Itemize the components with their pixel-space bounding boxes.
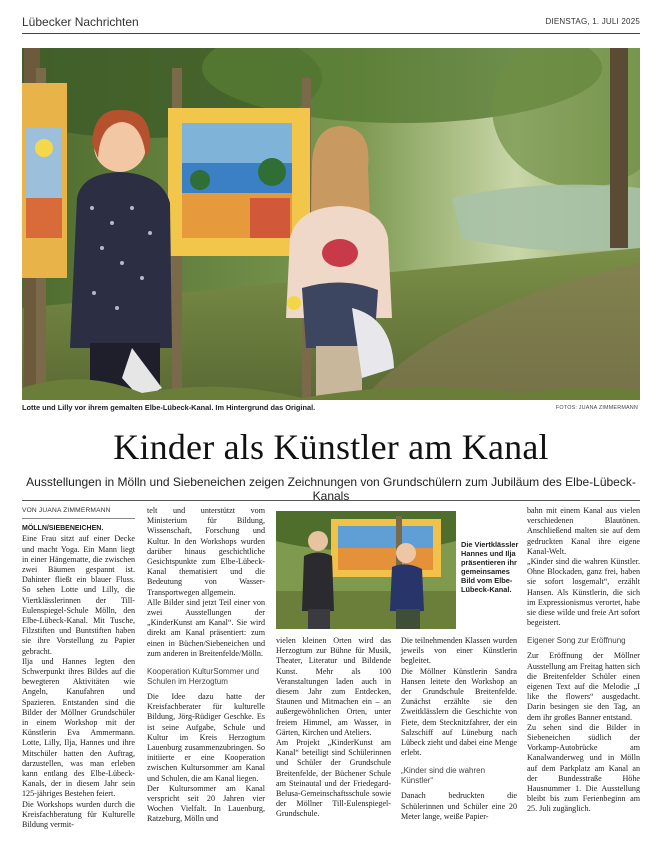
article-column-1: [22, 506, 135, 830]
paragraph: Alle Bilder sind jetzt Teil einer von zwei Ausstellungen der „KinderKunst am Kanal“. Sie wird direkt am Kanal präsentiert: zum einen in Büchen/Siebeneichen und zum anderen in Breitenfelde/Mölln.: [147, 597, 265, 658]
paragraph: Der Kultursommer am Kanal verspricht seit 20 Jahren vier Wochen Vielfalt. In Lauenburg, Ratzeburg, Mölln und: [147, 783, 265, 824]
hero-photo: [22, 48, 640, 400]
paragraph: Zu sehen sind die Bilder in Siebeneichen südlich der Vorkamp-Autobrücke am Kanalwanderweg und in Mölln auf dem Parkplatz am Kanal an der Bundesstraße Höhe Hausnummer 1. Die Ausstellung bleibt bis zum Ferienbeginn am 25. Juli zugänglich.: [527, 722, 640, 814]
paragraph: vielen kleinen Orten wird das Herzogtum zur Bühne für Musik, Theater, Literatur und Bildende Kunst. Mehr als 100 Veranstaltungen laden auch in diesem Jahr zum Entdecken, Staunen und Mitmachen ein – an außergewöhnlichen Orten, unter freiem Himmel, am Wasser, in Gärten, Kirchen und Ateliers.: [276, 636, 391, 737]
publication-name: Lübecker Nachrichten: [22, 15, 139, 29]
paragraph: Die Idee dazu hatte der Kreisfachberater für kulturelle Bildung, Jörg-Rüdiger Geschke. Es ist seine Aufgabe, Schule und Kultur im Kreis Herzogtum Lauenburg zusammenzubringen. So initiierte er eine Kooperation zwischen Kultursommer am Kanal und Schulen, die am Kanal liegen.: [147, 692, 265, 783]
article-column-4: [401, 636, 517, 822]
paragraph: Eine Frau sitzt auf einer Decke und macht Yoga. Ein Mann liegt in einer Hängematte, die zwischen zwei Bäumen gespannt ist. Dahinter fließt ein blauer Fluss. So sehen Lotte und Lilly, die Viertklässlerinnen der Till-Eulenspiegel-Schule Mölln, den Elbe-Lübeck-Kanal. Mit Tusche, Filzstiften und Buntstiften haben sie ihre Vorstellung zu Papier gebracht.: [22, 534, 135, 656]
paragraph: telt und unterstützt vom Ministerium für Bildung, Wissenschaft, Forschung und Kultur. In den Workshops wurden darüber hinaus geschichtliche Gesichtspunkte zum Elbe-Lübeck-Kanal thematisiert und die Bedeutung von Wasser-Transportwegen allgemein.: [147, 506, 265, 597]
section-subheading: Eigener Song zur Eröffnung: [527, 636, 626, 646]
masthead: [22, 12, 640, 34]
inset-photo: [276, 511, 456, 629]
headline: Kinder als Künstler am Kanal: [113, 427, 549, 467]
issue-date: DIENSTAG, 1. JULI 2025: [545, 17, 640, 26]
paragraph: bahn mit einem Kanal aus vielen verschiedenen Blautönen. Anschließend malten sie auf dem gedruckten Kanal ihre eigene Kanal-Welt.: [527, 506, 640, 556]
paragraph: Die Möllner Künstlerin Sandra Hansen leitete den Workshop an der Grundschule Breitenfelde. Zunächst erzählte sie den Zweitklässlern die Geschichte von Fiete, dem Stecknitzfahrer, der ein Salzschiff auf Lüneburg nach Lübeck zieht und dabei eine Menge erlebt.: [401, 666, 517, 758]
subheadline: Ausstellungen in Mölln und Siebeneichen zeigen Zeichnungen von Grundschülern zum Jubiläum des Elbe-Lübeck-Kanals: [26, 475, 636, 503]
paragraph: Die Workshops wurden durch die Kreisfachberatung für Kulturelle Bildung vermit-: [22, 799, 135, 830]
article-column-3: [276, 636, 391, 820]
paragraph: Danach bedruckten die Schülerinnen und Schüler eine 20 Meter lange, weiße Papier-: [401, 791, 517, 821]
inset-caption: Die Viertklässler Hannes und Ilja präsentieren ihr gemeinsames Bild vom Elbe-Lübeck-Kanal.: [461, 540, 519, 594]
paragraph: „Kinder sind die wahren Künstler. Ohne Blockaden, ganz frei, haben sie sofort losgemalt“, erzählt Hansen. Als Künstlerin, die sich im Expressionismus verortet, habe sie diese wilde und freie Art sofort begeistert.: [527, 557, 640, 628]
headline-rule: [22, 500, 640, 501]
byline: VON JUANA ZIMMERMANN: [22, 506, 135, 519]
masthead-rule: [22, 33, 640, 34]
section-subheading: „Kinder sind die wahren Künstler“: [401, 766, 486, 786]
article-column-5: [527, 506, 640, 815]
hero-caption: Lotte und Lilly vor ihrem gemalten Elbe-Lübeck-Kanal. Im Hintergrund das Original.: [22, 403, 316, 412]
paragraph: Ilja und Hannes legten den Schwerpunkt ihres Bildes auf die bewegteren Aktivitäten wie Angeln, Kanufahren und Spazieren. Entstanden sind die Bilder der Möllner Grundschüler in einem Workshop mit der Künstlerin Eva Ammermann. Lotte, Lilly, Ilja, Hannes und ihre Mitschüler hatten den Auftrag, darzustellen, was man erleben kann entlang des Elbe-Lübeck-Kanals, der in diesem Jahr sein 125-jähriges Bestehen feiert.: [22, 656, 135, 799]
paragraph: Am Projekt „KinderKunst am Kanal“ beteiligt sind Schülerinnen und Schüler der Grundschule Breitenfelde, der Büchener Schule am Steinautal und der Friedegard-Belusa-Gemeinschaftsschule sowie der Möllner Till-Eulenspiegel-Grundschule.: [276, 738, 391, 819]
dateline: MÖLLN/SIEBENEICHEN.: [22, 525, 104, 533]
section-subheading: Kooperation KulturSommer und Schulen im Herzogtum: [147, 667, 260, 687]
paragraph: Die teilnehmenden Klassen wurden jeweils von einer Künstlerin begleitet.: [401, 636, 517, 666]
photo-credit: FOTOS: JUANA ZIMMERMANN: [555, 405, 638, 411]
article-column-2: [147, 506, 265, 825]
paragraph: Zur Eröffnung der Möllner Ausstellung am Freitag hatten sich die Breitenfelder Schüler einen eigenen Text auf die Melodie „I like the flowers“ ausgedacht. Darin besingen sie den Tag, an dem ihr großes Banner entstand.: [527, 651, 640, 722]
